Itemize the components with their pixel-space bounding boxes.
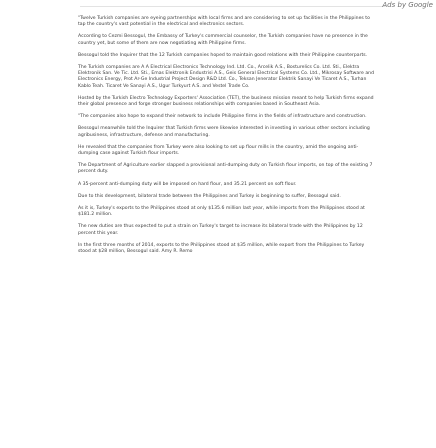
article-paragraph: "The companies also hope to expand their network to include Philippine firms in the fields of infrastructure and construction.	[78, 114, 367, 120]
article-paragraph: Bessogul told the Inquirer that the 12 Turkish companies hoped to maintain good relations with their Philippine counterparts.	[78, 52, 368, 58]
article-paragraph: Hosted by the Turkish Electro Technology Exporters' Association (TET), the business mission meant to help Turkish firms expand their global presence and forge stronger business relationships with companies based in Southeast Asia.	[78, 95, 374, 108]
article-paragraph: The Department of Agriculture earlier slapped a provisional anti-dumping duty on Turkish flour imports, on top of the existing 7 percent duty.	[78, 163, 373, 175]
ads-by-google-link[interactable]: Ads by Google	[382, 1, 433, 9]
article-paragraph: The Turkish companies are A A Electrical Electronics Technology Ind. Ltd. Co., Arcelik A.S., Bosturelics Co. Ltd. Sti., Elektra Elektronik San. Ve Tic. Ltd. Sti., Emas Elektronik Endustrisi A.S., Geis General Electrical Systems Co. Ltd., Mikrosay Software and Electronics Energy, Prot Ar-Ge Industrial Project Design R&D Ltd. Co., Teksan Jenerator Elektrik Sanayi Ve Ticaret A.S., Turhan Kablo Teah. Ticaret Ve Sanayi A.S., Ugur Turkyurt A.S. and Vestel Trade Co.	[78, 65, 375, 89]
article-paragraph: According to Cezmi Bessogul, the Embassy of Turkey's commercial counselor, the Turkish companies have no presence in the country yet, but some of them are now negotiating with Philippine firms.	[78, 34, 368, 46]
article-paragraph: A 35-percent anti-dumping duty will be imposed on hard flour, and 35.21 percent on soft flour.	[78, 181, 297, 187]
article-paragraph: "Twelve Turkish companies are eyeing partnerships with local firms and are considering to set up facilities in the Philippines to tap the country's vast potential in the electrical and electronics sectors.	[78, 16, 370, 28]
divider	[80, 6, 385, 7]
article-paragraph: As it is, Turkey's exports to the Philippines stood at only $135.6 million last year, while imports from the Philippines stood at $181.2 million.	[78, 206, 365, 218]
top-bar	[0, 0, 436, 10]
article-body	[78, 16, 375, 261]
article-paragraph: He revealed that the companies from Turkey were also looking to set up flour mills in the country, amid the ongoing anti-dumping case against Turkish flour imports.	[78, 144, 359, 157]
article-paragraph: In the first three months of 2014, exports to the Philippines stood at $35 million, while export from the Philippines to Turkey stood at $28 million, Bessogul said. Amy R. Remo	[78, 242, 365, 255]
article-paragraph: The new duties are thus expected to put a strain on Turkey's target to increase its bilateral trade with the Philippines by 12 percent this year.	[78, 224, 363, 236]
article-paragraph: Bessogul meanwhile told the Inquirer that Turkish firms were likewise interested in investing in various other sectors including agribusiness, infrastructure, defense and manufacturing.	[78, 126, 370, 138]
article-paragraph: Due to this development, bilateral trade between the Philippines and Turkey is beginning to suffer, Bessogul said.	[78, 193, 341, 199]
